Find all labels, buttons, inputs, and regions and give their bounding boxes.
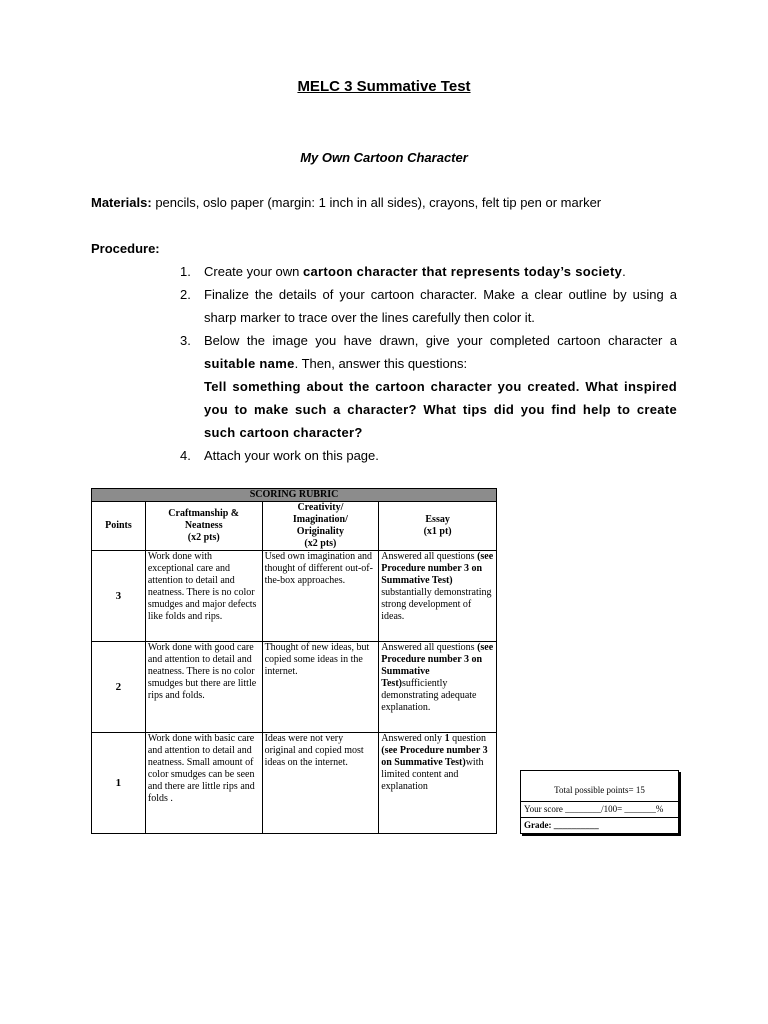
step-number: 2. [180, 287, 191, 302]
craftsmanship-cell: Work done with good care and attention to detail and neatness. There is no color smudges but there are little rips and folds. [145, 642, 262, 733]
step-text: Attach your work on this page. [204, 448, 379, 463]
craftsmanship-cell: Work done with exceptional care and attention to detail and neatness. There is no color smudges and major defects like folds and rips. [145, 551, 262, 642]
materials-paragraph [91, 191, 677, 214]
score-box [520, 770, 679, 834]
procedure-step-1 [180, 260, 677, 283]
essay-question: Tell something about the cartoon character you created. What inspired you to make such a character? What tips did you find help to create such cartoon character? [204, 379, 677, 440]
table-row [92, 733, 497, 834]
step-bold-text: suitable name [204, 356, 295, 371]
essay-cell: Answered all questions (see Procedure number 3 on Summative Test)sufficiently demonstrating adequate explanation. [379, 642, 497, 733]
step-bold-text: cartoon character that represents today’s society [303, 264, 623, 279]
table-row [92, 551, 497, 642]
divider [521, 817, 678, 818]
row-points: 2 [92, 642, 146, 733]
step-number: 4. [180, 448, 191, 463]
page-subtitle: My Own Cartoon Character [300, 150, 468, 165]
step-text-end: . [622, 264, 626, 279]
materials-label: Materials: [91, 195, 152, 210]
your-score-field: Your score ________/100= _______% [524, 804, 664, 814]
total-points-text: Total possible points= 15 [554, 785, 645, 795]
step-number: 3. [180, 333, 191, 348]
divider [521, 801, 678, 802]
column-header-craftsmanship: Craftmanship & Neatness (x2 pts) [145, 502, 262, 551]
grade-field: Grade: __________ [524, 820, 599, 830]
column-header-creativity: Creativity/ Imagination/ Originality (x2 pts) [262, 502, 379, 551]
craftsmanship-cell: Work done with basic care and attention to detail and neatness. Small amount of color smudges can be seen and there are little rips and folds . [145, 733, 262, 834]
procedure-step-3 [180, 329, 677, 444]
essay-cell: Answered all questions (see Procedure number 3 on Summative Test) substantially demonstrating strong development of ideas. [379, 551, 497, 642]
scoring-rubric-table [91, 488, 497, 834]
procedure-step-4 [180, 444, 677, 467]
step-text: Create your own [204, 264, 303, 279]
table-row [92, 642, 497, 733]
row-points: 1 [92, 733, 146, 834]
column-header-points: Points [92, 502, 146, 551]
step-text-end: . Then, answer this questions: [294, 356, 468, 371]
step-text: Finalize the details of your cartoon character. Make a clear outline by using a sharp marker to trace over the lines carefully then color it. [204, 287, 677, 325]
creativity-cell: Used own imagination and thought of different out-of-the-box approaches. [262, 551, 379, 642]
essay-cell: Answered only 1 question (see Procedure number 3 on Summative Test)with limited content and explanation [379, 733, 497, 834]
procedure-step-2 [180, 283, 677, 329]
page-title: MELC 3 Summative Test [297, 78, 471, 95]
creativity-cell: Thought of new ideas, but copied some ideas in the internet. [262, 642, 379, 733]
procedure-steps [180, 260, 677, 467]
row-points: 3 [92, 551, 146, 642]
column-header-essay: Essay (x1 pt) [379, 502, 497, 551]
rubric-header: SCORING RUBRIC [92, 489, 497, 502]
procedure-label: Procedure: [91, 241, 160, 256]
step-text: Below the image you have drawn, give your completed cartoon character a [204, 333, 677, 348]
step-number: 1. [180, 264, 191, 279]
materials-text: pencils, oslo paper (margin: 1 inch in all sides), crayons, felt tip pen or marker [151, 195, 602, 210]
creativity-cell: Ideas were not very original and copied most ideas on the internet. [262, 733, 379, 834]
